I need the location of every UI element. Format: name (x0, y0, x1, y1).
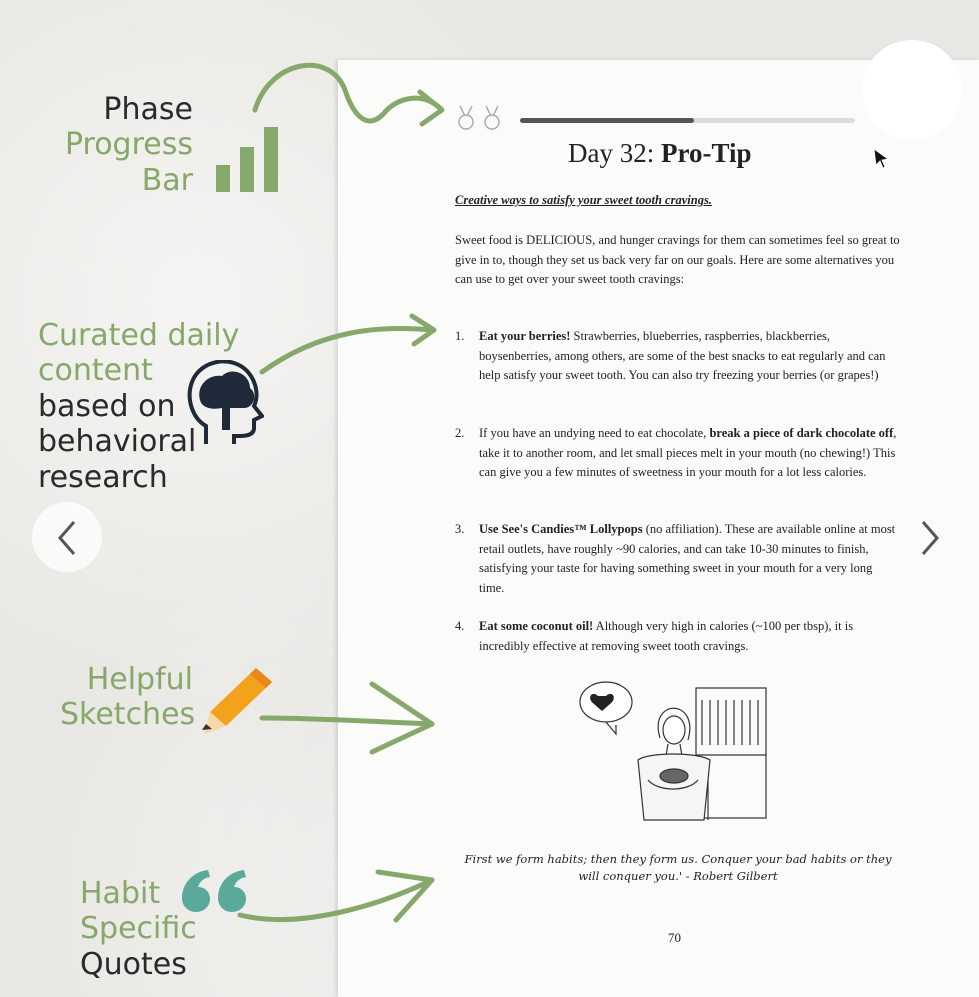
page-subtitle: Creative ways to satisfy your sweet tooth cravings. (455, 193, 712, 207)
arrow-curated (262, 328, 432, 372)
list-item: 3. Use See's Candies™ Lollypops (no affiliation). These are available online at most retail outlets, have roughly ~90 calories, and can take 10-30 minutes to finish, satisfying your taste for having something sweet in your mouth for a very long time. (455, 522, 896, 595)
list-item: 4. Eat some coconut oil! Although very high in calories (~100 per tbsp), it is incredibly effective at removing sweet tooth cravings. (455, 619, 854, 653)
previous-button[interactable] (32, 502, 102, 572)
list-item: 2. If you have an undying need to eat chocolate, break a piece of dark chocolate off, take it to another room, and let small pieces melt in your mouth (no chewing!) This can give you a few minutes of sweetness in your mouth for a lot less calories. (455, 426, 897, 479)
chevron-right-icon (895, 502, 965, 572)
phase-progress-annotation: Phase Progress Bar (64, 92, 193, 198)
intro-paragraph: Sweet food is DELICIOUS, and hunger cravings for them can sometimes feel so great to give in to, though they set us back very far on our goals. Here are some alternatives you can use to get over your sweet tooth cravings: (455, 233, 900, 286)
list-item: 1. Eat your berries! Strawberries, blueberries, raspberries, blackberries, boysenberries, among others, are some of the best snacks to eat regularly and can help satisfy your sweet tooth. You can also try freezing your berries (or grapes!) (455, 329, 886, 382)
arrow-sketches (262, 718, 432, 724)
habit-quote: First we form habits; then they form us. Conquer your bad habits or they will conquer you.' - Robert Gilbert (464, 852, 892, 883)
arrow-sketches-head (372, 684, 432, 752)
arrow-phase-head (420, 92, 442, 124)
arrow-quotes-head (378, 872, 432, 920)
arrow-phase (255, 65, 440, 121)
sketches-annotation: Helpful Sketches (60, 662, 196, 733)
curated-content-annotation: Curated daily content based on behavioral research (38, 318, 240, 495)
chevron-left-icon (32, 502, 102, 572)
quotes-annotation: Habit Specific Quotes (80, 876, 197, 982)
page-title: Day 32: Pro-Tip (568, 138, 752, 168)
page-number: 70 (668, 930, 681, 945)
next-button[interactable] (895, 502, 965, 572)
